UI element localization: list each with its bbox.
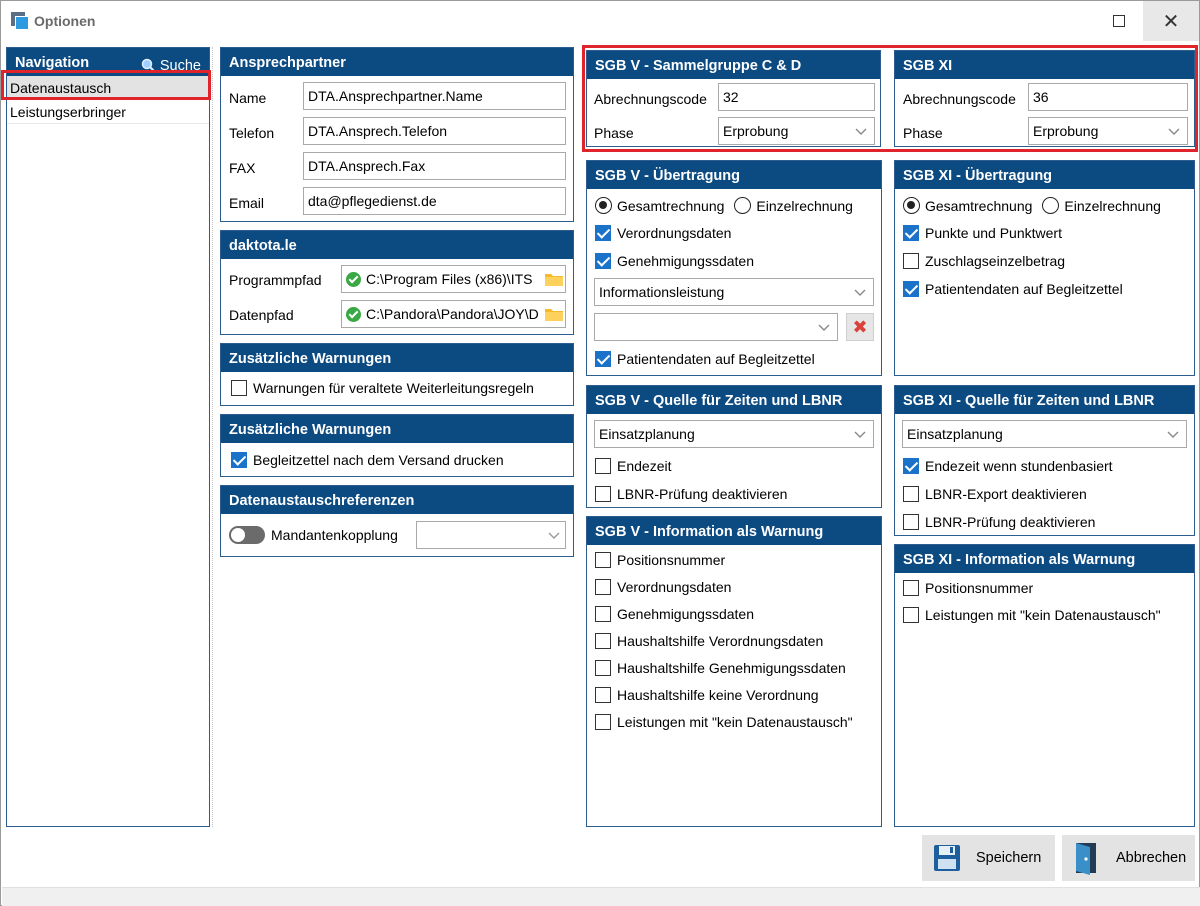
sgbxi-uebertragung-header: SGB XI - Übertragung bbox=[895, 161, 1194, 189]
referenzen-panel bbox=[220, 485, 574, 557]
save-label: Speichern bbox=[976, 850, 1042, 866]
sgbv-endezeit-label: Endezeit bbox=[617, 458, 672, 474]
sgbv-info-label: Verordnungsdaten bbox=[617, 579, 732, 595]
sgbv-info-checkbox[interactable] bbox=[595, 552, 611, 568]
sgbxi-punkte-label: Punkte und Punktwert bbox=[925, 225, 1062, 241]
warnungen-header-2: Zusätzliche Warnungen bbox=[221, 415, 573, 443]
chevron-down-icon bbox=[853, 285, 867, 299]
sgbxi-phase-value: Erprobung bbox=[1033, 123, 1099, 139]
chevron-down-icon bbox=[817, 320, 831, 334]
sgbxi-lbnr-pruefung-checkbox[interactable] bbox=[903, 514, 919, 530]
delete-button[interactable] bbox=[846, 313, 874, 341]
ansprechpartner-header: Ansprechpartner bbox=[221, 48, 573, 76]
sgbv-leistung-value: Informationsleistung bbox=[599, 284, 725, 300]
sgbxi-zuschlag-label: Zuschlagseinzelbetrag bbox=[925, 253, 1066, 269]
sgbxi-gesamtrechnung-radio[interactable] bbox=[903, 197, 920, 214]
sgbv-info-label: Haushaltshilfe keine Verordnung bbox=[617, 687, 819, 703]
sgbxi-punkte-checkbox[interactable] bbox=[903, 225, 919, 241]
sgbxi-info-checkbox[interactable] bbox=[903, 607, 919, 623]
sgbxi-quelle-value: Einsatzplanung bbox=[907, 426, 1003, 442]
mandantenkopplung-label: Mandantenkopplung bbox=[271, 527, 398, 543]
x-icon: ✖ bbox=[852, 316, 868, 337]
telefon-input[interactable]: DTA.Ansprech.Telefon bbox=[303, 117, 566, 145]
sgbv-einzelrechnung-label: Einzelrechnung bbox=[756, 197, 853, 214]
sgbv-info-checkbox[interactable] bbox=[595, 660, 611, 676]
sgbv-info-label: Genehmigungssdaten bbox=[617, 606, 754, 622]
sgbv-code-label: Abrechnungscode bbox=[594, 91, 707, 107]
sgbv-code-input[interactable]: 32 bbox=[718, 83, 875, 111]
sgbxi-endezeit-checkbox[interactable] bbox=[903, 458, 919, 474]
sgbv-sammelgruppe-header: SGB V - Sammelgruppe C & D bbox=[587, 51, 880, 79]
sgbxi-lbnr-pruefung-label: LBNR-Prüfung deaktivieren bbox=[925, 514, 1096, 530]
sgbv-quelle-header: SGB V - Quelle für Zeiten und LBNR bbox=[587, 386, 881, 414]
sgbv-uebertragung-panel bbox=[586, 160, 882, 376]
search-icon bbox=[141, 58, 156, 73]
sgbxi-lbnr-export-checkbox[interactable] bbox=[903, 486, 919, 502]
divider bbox=[212, 47, 213, 827]
fax-label: FAX bbox=[229, 160, 256, 176]
maximize-button[interactable] bbox=[1091, 1, 1147, 41]
sgbv-info-label: Positionsnummer bbox=[617, 552, 726, 568]
mandantenkopplung-select[interactable] bbox=[416, 521, 566, 549]
app-icon bbox=[11, 12, 29, 30]
sgbv-gesamtrechnung-radio[interactable] bbox=[595, 197, 612, 214]
sgbv-info-panel bbox=[586, 516, 882, 827]
begleitzettel-drucken-checkbox[interactable] bbox=[231, 452, 247, 468]
sgbv-patientendaten-checkbox[interactable] bbox=[595, 351, 611, 367]
sgbv-uebertragung-header: SGB V - Übertragung bbox=[587, 161, 881, 189]
sgbv-verordnungsdaten-label: Verordnungsdaten bbox=[617, 225, 732, 241]
sgbv-info-checkbox[interactable] bbox=[595, 579, 611, 595]
sgbxi-patientendaten-checkbox[interactable] bbox=[903, 281, 919, 297]
sgbv-verordnungsdaten-checkbox[interactable] bbox=[595, 225, 611, 241]
datenpfad-label: Datenpfad bbox=[229, 307, 294, 323]
chevron-down-icon bbox=[854, 124, 868, 138]
check-circle-icon bbox=[346, 272, 361, 287]
sgbxi-gesamtrechnung-label: Gesamtrechnung bbox=[925, 197, 1033, 214]
sgbv-leistung-select[interactable] bbox=[594, 278, 874, 306]
warnungen-veraltet-checkbox[interactable] bbox=[231, 380, 247, 396]
sgbv-lbnr-label: LBNR-Prüfung deaktivieren bbox=[617, 486, 788, 502]
save-button[interactable] bbox=[922, 835, 1055, 881]
fax-input[interactable]: DTA.Ansprech.Fax bbox=[303, 152, 566, 180]
sgbxi-info-checkbox[interactable] bbox=[903, 580, 919, 596]
sgbv-phase-label: Phase bbox=[594, 125, 634, 141]
sgbv-quelle-select[interactable] bbox=[594, 420, 874, 448]
sgbv-info-label: Leistungen mit "kein Datenaustausch" bbox=[617, 714, 853, 730]
window-title: Optionen bbox=[34, 13, 96, 29]
sgbv-phase-value: Erprobung bbox=[723, 123, 789, 139]
folder-icon[interactable] bbox=[545, 307, 563, 321]
exit-door-icon bbox=[1072, 841, 1102, 875]
sgbxi-header: SGB XI bbox=[895, 51, 1194, 79]
programmpfad-value: C:\Program Files (x86)\ITS bbox=[366, 271, 533, 287]
sgbv-patientendaten-label: Patientendaten auf Begleitzettel bbox=[617, 351, 815, 367]
sgbv-quelle-value: Einsatzplanung bbox=[599, 426, 695, 442]
sgbxi-info-label: Positionsnummer bbox=[925, 580, 1034, 596]
navigation-panel bbox=[6, 47, 210, 827]
warnungen-panel-1 bbox=[220, 343, 574, 406]
sgbv-sammelgruppe-panel bbox=[586, 50, 881, 147]
name-input[interactable]: DTA.Ansprechpartner.Name bbox=[303, 82, 566, 110]
warnungen-panel-2 bbox=[220, 414, 574, 477]
sgbxi-info-label: Leistungen mit "kein Datenaustausch" bbox=[925, 607, 1161, 623]
sgbxi-lbnr-export-label: LBNR-Export deaktivieren bbox=[925, 486, 1087, 502]
sgbv-info-checkbox[interactable] bbox=[595, 633, 611, 649]
referenzen-header: Datenaustauschreferenzen bbox=[221, 486, 573, 514]
sgbxi-phase-select[interactable] bbox=[1028, 117, 1188, 145]
sgbv-info-label: Haushaltshilfe Genehmigungssdaten bbox=[617, 660, 846, 676]
sgbv-info-label: Haushaltshilfe Verordnungsdaten bbox=[617, 633, 824, 649]
warnungen-veraltet-label: Warnungen für veraltete Weiterleitungsregeln bbox=[253, 380, 534, 396]
sgbv-lbnr-checkbox[interactable] bbox=[595, 486, 611, 502]
sgbxi-quelle-header: SGB XI - Quelle für Zeiten und LBNR bbox=[895, 386, 1194, 414]
sgbxi-panel bbox=[894, 50, 1195, 147]
email-label: Email bbox=[229, 195, 265, 211]
sgbv-info-checkbox[interactable] bbox=[595, 687, 611, 703]
sgbv-info-checkbox[interactable] bbox=[595, 714, 611, 730]
navigation-title: Navigation bbox=[15, 55, 90, 71]
status-bar bbox=[2, 887, 1200, 906]
sgbv-quelle-panel bbox=[586, 385, 882, 508]
ansprechpartner-panel bbox=[220, 47, 574, 222]
sgbv-einzelrechnung-radio[interactable] bbox=[734, 197, 751, 214]
warnungen-header-1: Zusätzliche Warnungen bbox=[221, 344, 573, 372]
chevron-down-icon bbox=[853, 427, 867, 441]
sgbv-gesamtrechnung-label: Gesamtrechnung bbox=[617, 197, 725, 214]
sgbxi-code-label: Abrechnungscode bbox=[903, 91, 1016, 107]
sgbxi-uebertragung-panel bbox=[894, 160, 1195, 376]
sgbv-phase-select[interactable] bbox=[718, 117, 875, 145]
sgbv-info-header: SGB V - Information als Warnung bbox=[587, 517, 881, 545]
sgbv-genehmigungsdaten-checkbox[interactable] bbox=[595, 253, 611, 269]
close-button[interactable] bbox=[1143, 1, 1199, 41]
navigation-header bbox=[7, 48, 209, 76]
sgbxi-phase-label: Phase bbox=[903, 125, 943, 141]
sgbxi-zuschlag-checkbox[interactable] bbox=[903, 253, 919, 269]
maximize-icon bbox=[1113, 15, 1125, 27]
sgbv-endezeit-checkbox[interactable] bbox=[595, 458, 611, 474]
title-bar bbox=[1, 1, 1199, 41]
cancel-button[interactable] bbox=[1062, 835, 1195, 881]
datenpfad-input[interactable] bbox=[341, 300, 566, 328]
programmpfad-label: Programmpfad bbox=[229, 272, 322, 288]
sgbxi-quelle-select[interactable] bbox=[902, 420, 1187, 448]
sgbxi-patientendaten-label: Patientendaten auf Begleitzettel bbox=[925, 281, 1123, 297]
name-label: Name bbox=[229, 90, 267, 106]
cancel-label: Abbrechen bbox=[1116, 850, 1187, 866]
sgbxi-info-header: SGB XI - Information als Warnung bbox=[895, 545, 1194, 573]
telefon-label: Telefon bbox=[229, 125, 275, 141]
sgbxi-quelle-panel bbox=[894, 385, 1195, 536]
check-circle-icon bbox=[346, 307, 361, 322]
sgbv-genehmigungsdaten-label: Genehmigungssdaten bbox=[617, 253, 754, 269]
chevron-down-icon bbox=[1167, 124, 1181, 138]
search-button[interactable] bbox=[141, 55, 201, 76]
begleitzettel-drucken-label: Begleitzettel nach dem Versand drucken bbox=[253, 452, 504, 468]
daktota-panel bbox=[220, 230, 574, 335]
sgbxi-code-input[interactable]: 36 bbox=[1028, 83, 1188, 111]
search-label: Suche bbox=[159, 57, 201, 74]
sgbxi-info-panel bbox=[894, 544, 1195, 827]
daktota-header: daktota.le bbox=[221, 231, 573, 259]
nav-item-leistungserbringer[interactable]: Leistungserbringer bbox=[7, 100, 209, 124]
email-input[interactable]: dta@pflegedienst.de bbox=[303, 187, 566, 215]
chevron-down-icon bbox=[547, 528, 561, 542]
programmpfad-input[interactable] bbox=[341, 265, 566, 293]
sgbxi-einzelrechnung-radio[interactable] bbox=[1042, 197, 1059, 214]
folder-icon[interactable] bbox=[545, 272, 563, 286]
sgbv-secondary-select[interactable] bbox=[594, 313, 838, 341]
save-icon bbox=[932, 843, 962, 873]
sgbxi-endezeit-label: Endezeit wenn stundenbasiert bbox=[925, 458, 1113, 474]
nav-item-datenaustausch[interactable]: Datenaustausch bbox=[7, 76, 209, 100]
sgbxi-einzelrechnung-label: Einzelrechnung bbox=[1064, 197, 1161, 214]
sgbv-info-checkbox[interactable] bbox=[595, 606, 611, 622]
close-icon: ✕ bbox=[1162, 10, 1180, 33]
chevron-down-icon bbox=[1166, 427, 1180, 441]
mandantenkopplung-toggle[interactable] bbox=[229, 526, 265, 544]
datenpfad-value: C:\Pandora\Pandora\JOY\D bbox=[366, 306, 539, 322]
